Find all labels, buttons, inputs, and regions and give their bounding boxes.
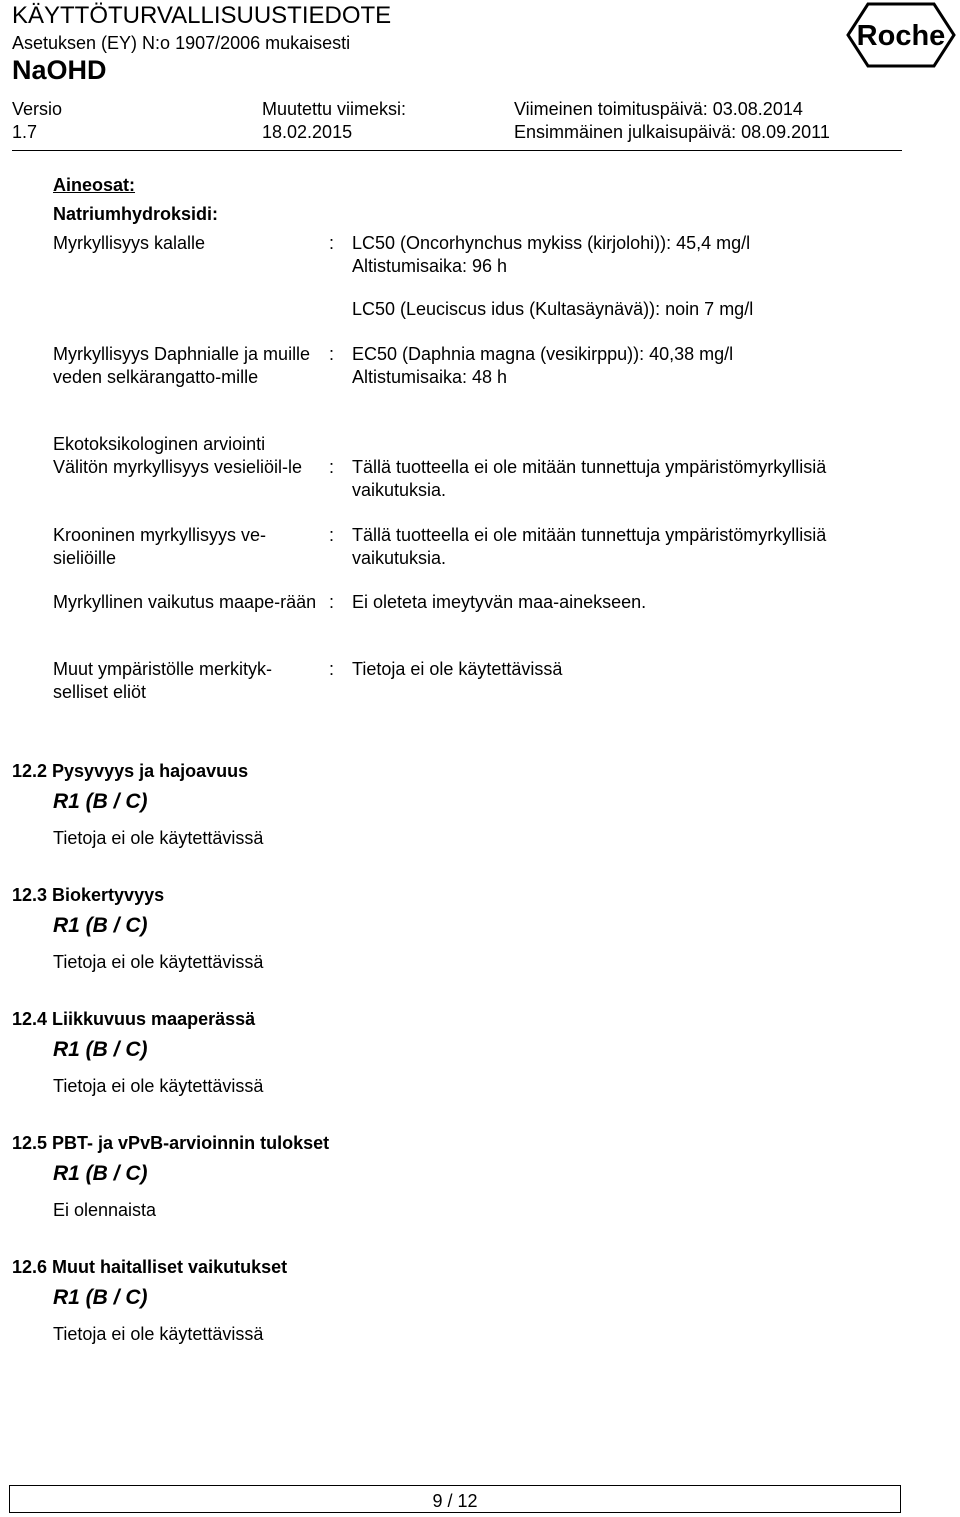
first-publication-date: Ensimmäinen julkaisupäivä: 08.09.2011: [514, 122, 830, 142]
row-colon: :: [329, 592, 335, 612]
row-colon: :: [329, 659, 335, 679]
other-organisms-label: Muut ympäristölle merkityk-selliset eliöt: [53, 659, 273, 702]
row-colon: :: [329, 233, 335, 253]
section-text: Tietoja ei ole käytettävissä: [53, 1076, 264, 1096]
regulation-subtitle: Asetuksen (EY) N:o 1907/2006 mukaisesti: [12, 33, 351, 53]
value-line: Altistumisaika: 96 h: [352, 255, 508, 276]
acute-aquatic-toxicity-label: Välitön myrkyllisyys vesieliöil-le: [53, 457, 303, 477]
section-heading: 12.6 Muut haitalliset vaikutukset: [12, 1257, 288, 1277]
section-tag: R1 (B / C): [53, 1038, 148, 1061]
version-value: 1.7: [12, 122, 38, 142]
substance-name: Natriumhydroksidi:: [53, 204, 219, 224]
row-colon: :: [329, 525, 335, 545]
other-organisms-value: Tietoja ei ole käytettävissä: [352, 659, 563, 679]
section-tag: R1 (B / C): [53, 790, 148, 813]
version-label: Versio: [12, 99, 63, 119]
logo-wordmark: Roche: [856, 20, 946, 52]
section-tag: R1 (B / C): [53, 1162, 148, 1185]
modified-label: Muutettu viimeksi:: [262, 99, 407, 119]
acute-aquatic-toxicity-value: Tällä tuotteella ei ole mitään tunnettuja ympäristömyrkyllisiä vaikutuksia.: [352, 457, 827, 500]
value-line: LC50 (Oncorhynchus mykiss (kirjolohi)): 45,4 mg/l: [352, 233, 751, 253]
ecotox-assessment-label: Ekotoksikologinen arviointi: [53, 434, 266, 454]
soil-toxicity-label: Myrkyllinen vaikutus maape-rään: [53, 592, 317, 612]
product-name: NaOHD: [12, 55, 107, 85]
section-tag: R1 (B / C): [53, 1286, 148, 1309]
ingredients-heading: Aineosat:: [53, 175, 136, 195]
modified-value: 18.02.2015: [262, 122, 353, 142]
chronic-aquatic-toxicity-value: Tällä tuotteella ei ole mitään tunnettuja ympäristömyrkyllisiä vaikutuksia.: [352, 525, 827, 568]
section-heading: 12.5 PBT- ja vPvB-arvioinnin tulokset: [12, 1133, 330, 1153]
fish-toxicity-label: Myrkyllisyys kalalle: [53, 233, 206, 253]
section-heading: 12.3 Biokertyvyys: [12, 885, 165, 905]
chronic-aquatic-toxicity-label: Krooninen myrkyllisyys ve-sieliöille: [53, 525, 267, 568]
last-delivery-date: Viimeinen toimituspäivä: 03.08.2014: [514, 99, 803, 119]
soil-toxicity-value: Ei oleteta imeytyvän maa-ainekseen.: [352, 592, 647, 612]
section-text: Tietoja ei ole käytettävissä: [53, 952, 264, 972]
section-text: Ei olennaista: [53, 1200, 157, 1220]
value-line: EC50 (Daphnia magna (vesikirppu)): 40,38 mg/l: [352, 344, 734, 364]
section-text: Tietoja ei ole käytettävissä: [53, 828, 264, 848]
document-title: KÄYTTÖTURVALLISUUSTIEDOTE: [12, 2, 392, 29]
section-text: Tietoja ei ole käytettävissä: [53, 1324, 264, 1344]
section-heading: 12.4 Liikkuvuus maaperässä: [12, 1009, 256, 1029]
header-divider: [12, 150, 902, 151]
row-colon: :: [329, 457, 335, 477]
section-tag: R1 (B / C): [53, 914, 148, 937]
value-line: LC50 (Leuciscus idus (Kultasäynävä)): noin 7 mg/l: [352, 299, 754, 319]
fish-toxicity-value-2: [352, 298, 912, 321]
roche-logo: [846, 2, 956, 68]
daphnia-toxicity-value: [352, 343, 912, 388]
page-number: 9 / 12: [432, 1491, 478, 1511]
section-heading: 12.2 Pysyvyys ja hajoavuus: [12, 761, 249, 781]
daphnia-toxicity-label: Myrkyllisyys Daphnialle ja muille veden selkärangatto-mille: [53, 344, 311, 387]
value-line: Altistumisaika: 48 h: [352, 366, 508, 387]
row-colon: :: [329, 344, 335, 364]
fish-toxicity-value: [352, 232, 912, 277]
